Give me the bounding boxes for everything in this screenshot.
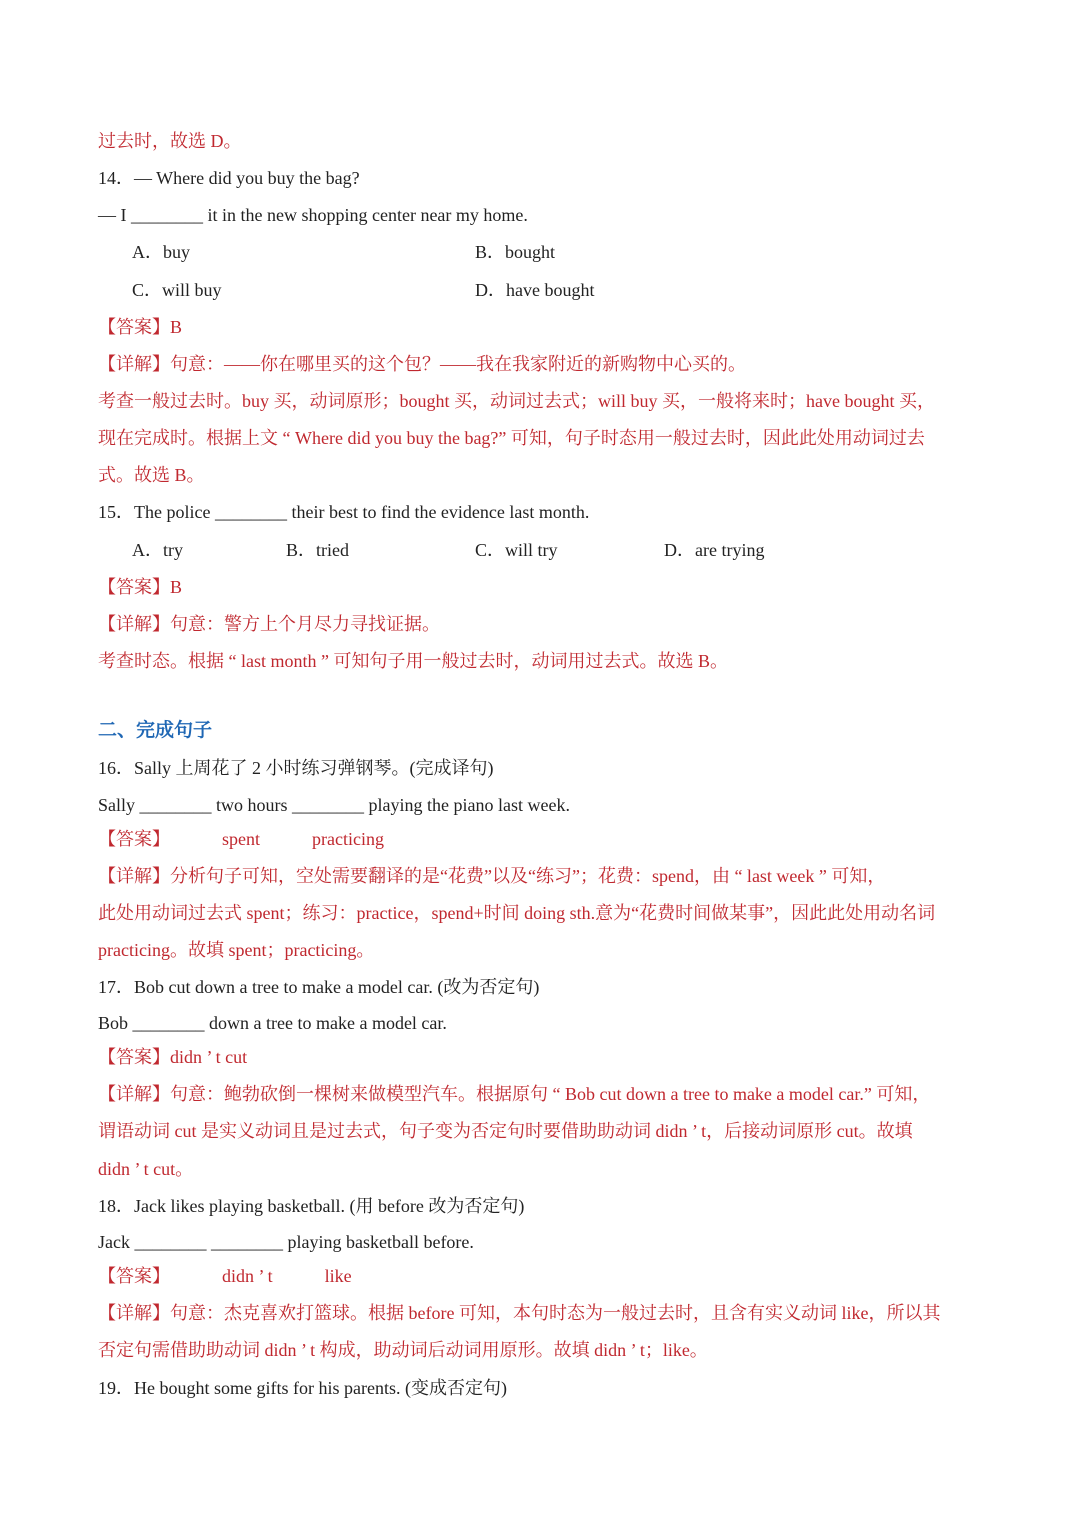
q18-detail-line-2: 否定句需借助助动词 didn ’ t 构成，助动词后动词用原形。故填 didn ’ t；like。: [98, 1340, 708, 1360]
q16-answer-1: spent: [222, 829, 260, 849]
q16-answer: [98, 827, 384, 851]
q19-stem: 19．He bought some gifts for his parents. (变成否定句): [98, 1378, 507, 1398]
q15-option-a: A．try: [132, 540, 183, 560]
q14-option-b: B．bought: [475, 242, 556, 262]
q18-detail-line-1: 【详解】句意：杰克喜欢打篮球。根据 before 可知，本句时态为一般过去时，且含有实义动词 like，所以其: [98, 1303, 941, 1323]
q17-line2: Bob ________ down a tree to make a model car.: [98, 1013, 447, 1033]
q16-stem: 16．Sally 上周花了 2 小时练习弹钢琴。(完成译句): [98, 758, 494, 778]
q15-answer: 【答案】B: [98, 577, 183, 597]
q18-line2: Jack ________ ________ playing basketball before.: [98, 1232, 474, 1252]
q17-detail-line-3: didn ’ t cut。: [98, 1159, 194, 1179]
q16-detail-line-1: 【详解】分析句子可知，空处需要翻译的是“花费”以及“练习”；花费：spend，由 “ last week ” 可知，: [98, 866, 886, 886]
q16-detail-line-2: 此处用动词过去式 spent；练习：practice，spend+时间 doing sth.意为“花费时间做某事”，因此此处用动名词: [98, 903, 936, 923]
q14-detail-line-2: 考查一般过去时。buy 买，动词原形；bought 买，动词过去式；will buy 买，一般将来时；have bought 买，: [98, 391, 935, 411]
q15-detail-line-2: 考查时态。根据 “ last month ” 可知句子用一般过去时，动词用过去式。故选 B。: [98, 651, 728, 671]
q17-stem: 17．Bob cut down a tree to make a model car. (改为否定句): [98, 977, 540, 997]
q15-stem: 15．The police ________ their best to find the evidence last month.: [98, 502, 590, 522]
section-heading: 二、完成句子: [98, 720, 213, 741]
q14-detail-line-3: 现在完成时。根据上文 “ Where did you buy the bag?” 可知，句子时态用一般过去时，因此此处用动词过去: [98, 428, 925, 448]
q15-detail-line-1: 【详解】句意：警方上个月尽力寻找证据。: [98, 614, 440, 634]
q14-stem: 14．— Where did you buy the bag?: [98, 168, 360, 188]
q15-option-c: C．will try: [475, 540, 558, 560]
q15-option-b: B．tried: [286, 540, 349, 560]
q18-stem: 18．Jack likes playing basketball. (用 before 改为否定句): [98, 1196, 525, 1216]
q14-answer: 【答案】B: [98, 317, 183, 337]
q14-option-a: A．buy: [132, 242, 190, 262]
q16-answer-2: practicing: [312, 829, 384, 849]
q14-option-c: C．will buy: [132, 280, 222, 300]
q18-answer-2: like: [324, 1266, 352, 1286]
q14-line2: — I ________ it in the new shopping center near my home.: [98, 205, 528, 225]
q18-answer-prefix: 【答案】: [98, 1266, 170, 1286]
prev-answer-fragment: 过去时，故选 D。: [98, 131, 242, 151]
q14-detail-line-1: 【详解】句意：——你在哪里买的这个包？——我在我家附近的新购物中心买的。: [98, 354, 746, 374]
q18-answer: [98, 1264, 352, 1288]
q15-option-d: D．are trying: [664, 540, 765, 560]
q16-detail-line-3: practicing。故填 spent；practicing。: [98, 940, 375, 960]
q16-line2: Sally ________ two hours ________ playing the piano last week.: [98, 795, 570, 815]
q18-answer-1: didn ’ t: [222, 1266, 273, 1286]
q14-option-d: D．have bought: [475, 280, 595, 300]
q17-detail-line-1: 【详解】句意：鲍勃砍倒一棵树来做模型汽车。根据原句 “ Bob cut down a tree to make a model car.” 可知，: [98, 1084, 931, 1104]
q16-answer-prefix: 【答案】: [98, 829, 170, 849]
q17-answer: 【答案】didn ’ t cut: [98, 1047, 248, 1067]
q14-detail-line-4: 式。故选 B。: [98, 465, 205, 485]
q17-detail-line-2: 谓语动词 cut 是实义动词且是过去式，句子变为否定句时要借助助动词 didn ’ t，后接动词原形 cut。故填: [98, 1121, 913, 1141]
